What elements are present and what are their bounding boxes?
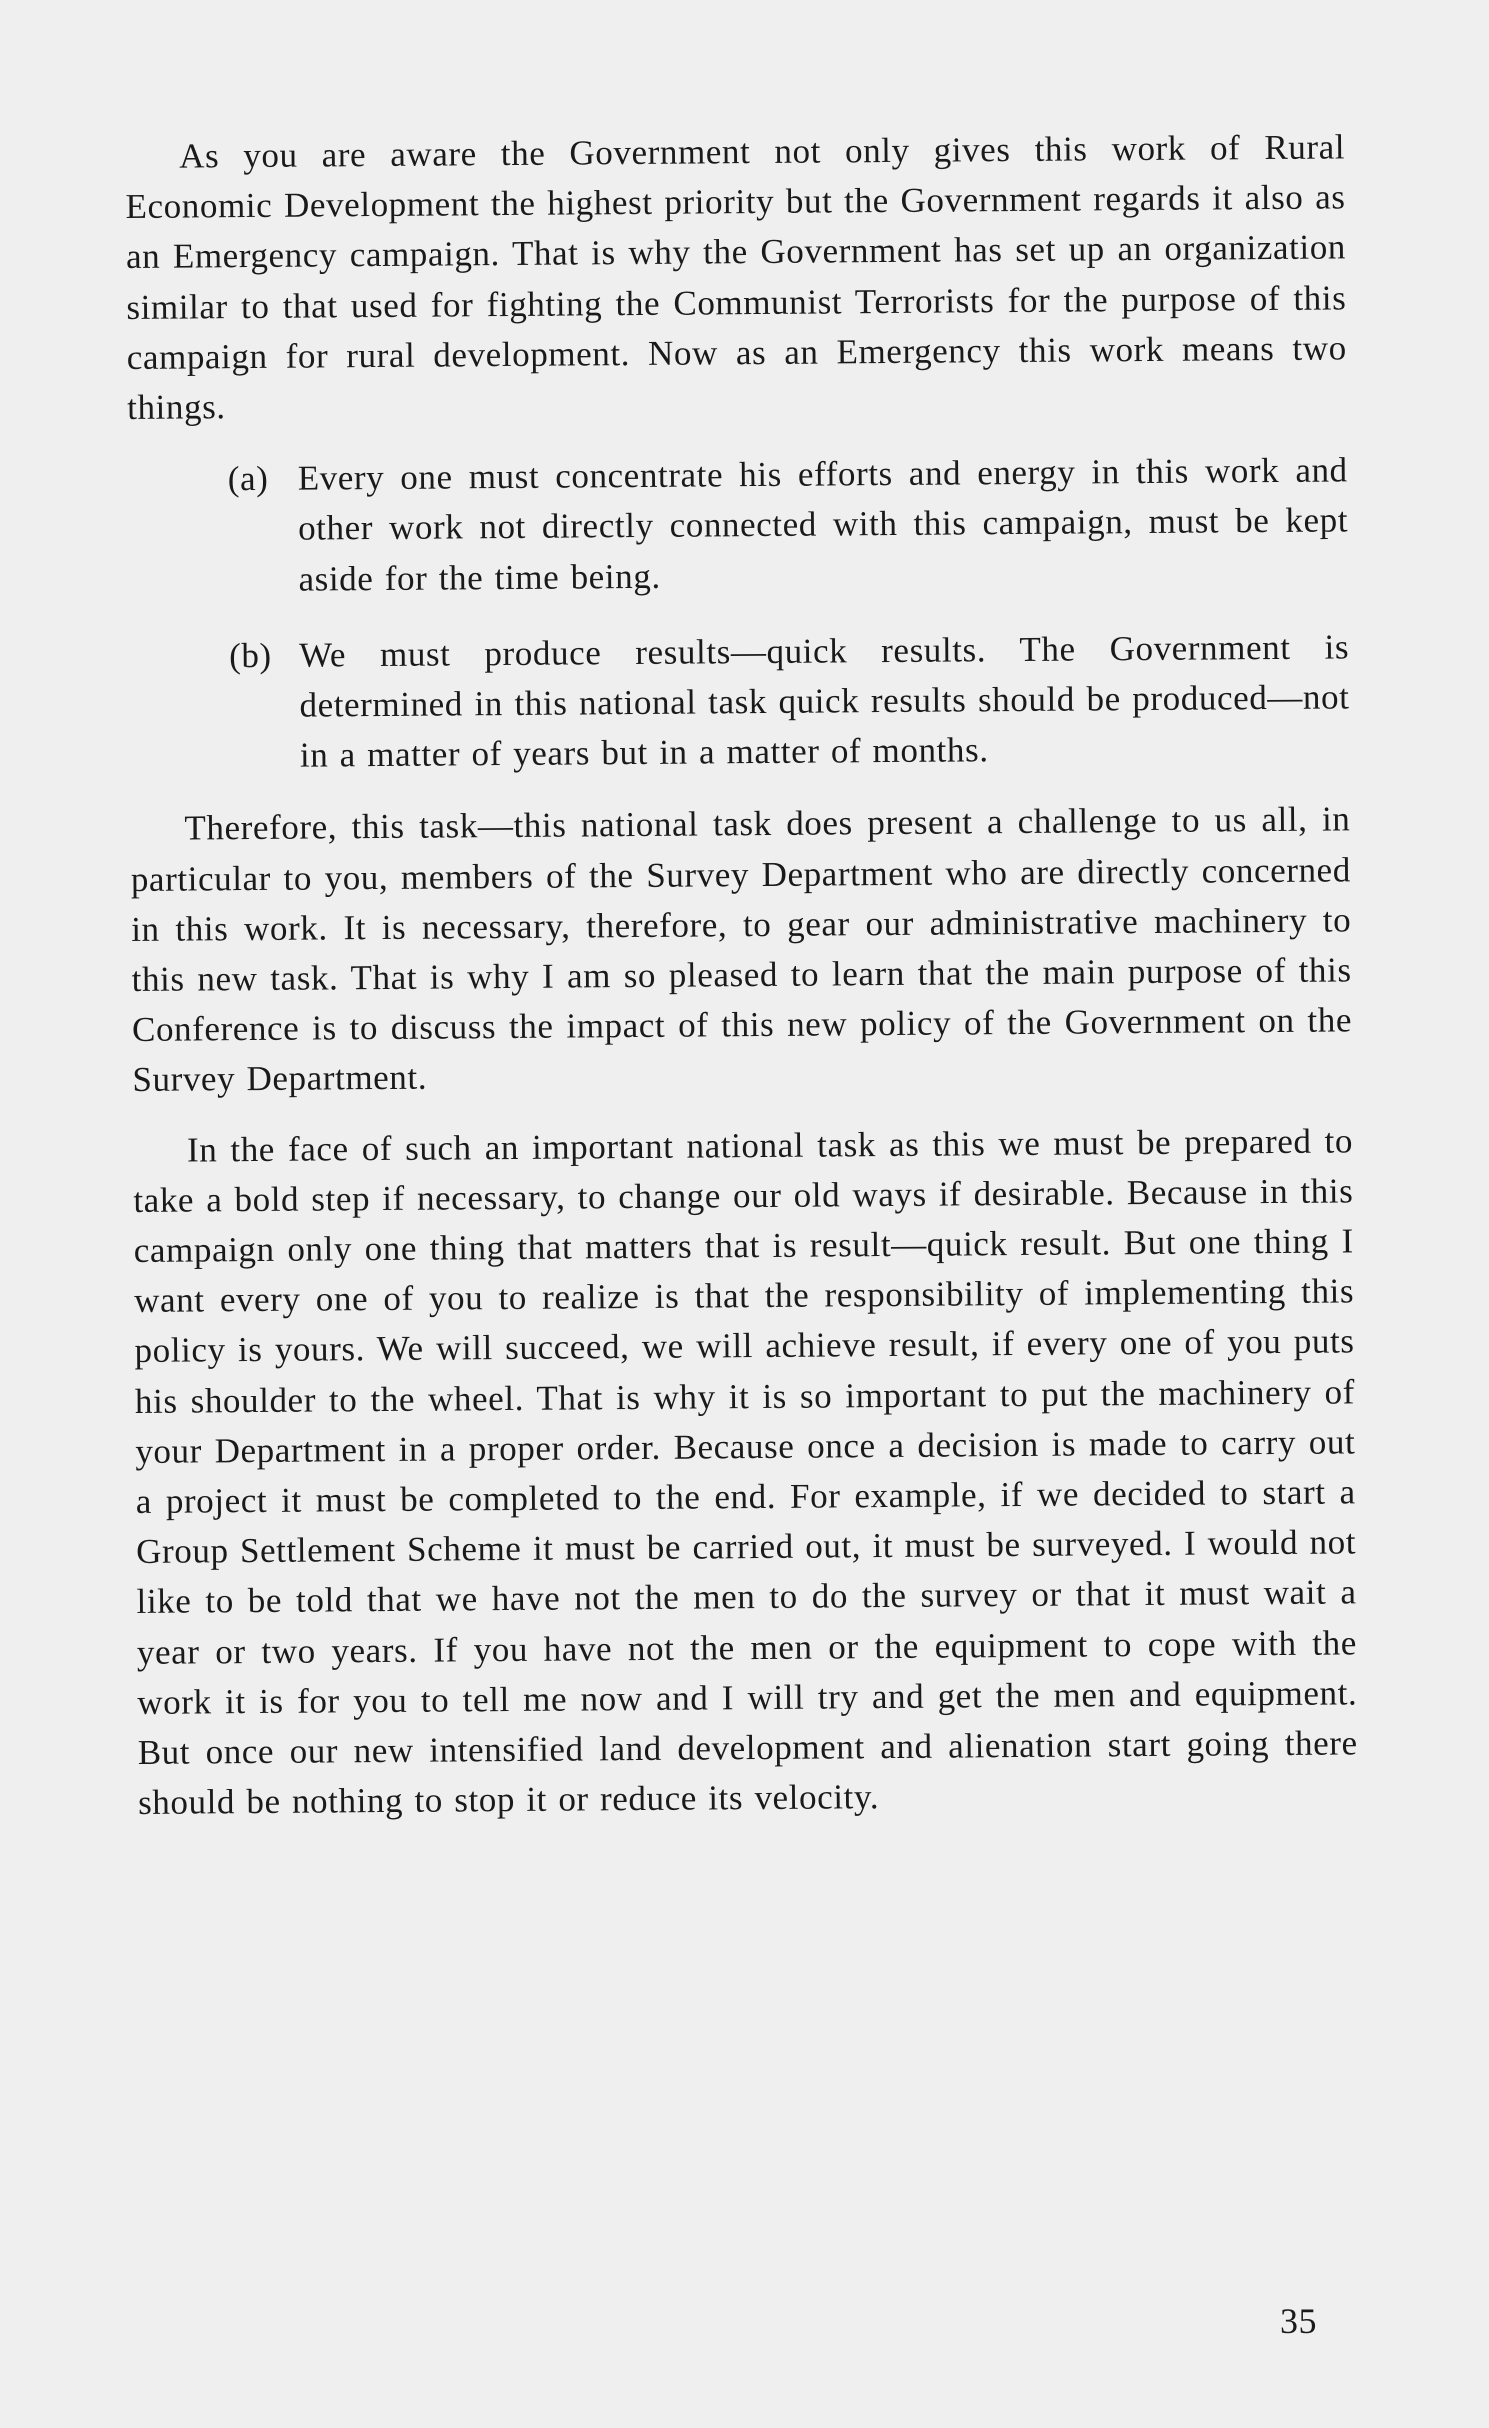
page-number: 35 <box>1280 2301 1317 2341</box>
body-text <box>125 122 1358 1828</box>
list-item-text: Every one must concentrate his efforts and energy in this work and other work not directly connected with this campaign, must be kept aside for the time being. <box>297 450 1349 599</box>
list-marker: (b) <box>228 635 272 676</box>
list-marker: (a) <box>227 459 269 499</box>
paragraph-national-task: In the face of such an important national task as this we must be prepared to take a bold step if necessary, to change our old ways if desirable. Because in this campaign only one thing that matters that is result—quick result. But one thing I want every one of you to realize is that the responsibility of implementing this policy is yours. We will succeed, we will achieve result, if every one of you puts his shoulder to the wheel. That is why it is so important to put the machinery of your Department in a proper order. Because once a decision is made to carry out a project it must be completed to the end. For example, if we decided to start a Group Settlement Scheme it must be carried out, it must be surveyed. I would not like to be told that we have not the men to do the survey or that it must wait a year or two years. If you have not the men or the equipment to cope with the work it is for you to tell me now and I will try and get the men and equipment. But once our new intensified land development and alienation start going there should be nothing to stop it or reduce its velocity. <box>133 1121 1358 1823</box>
paragraph-intro: As you are aware the Government not only gives this work of Rural Economic Development the highest priority but the Government regards it also as an Emergency campaign. That is why the Government has set up an organization similar to that used for fighting the Communist Terrorists for the purpose of this campaign for rural development. Now as an Emergency this work means two things. <box>125 127 1347 428</box>
paragraph-challenge: Therefore, this task—this national task does present a challenge to us all, in particular to you, members of the Survey Department who are directly concerned in this work. It is necessary, therefore, to gear our administrative machinery to this new task. That is why I am so pleased to learn that the main purpose of this Conference is to discuss the impact of this new policy of the Government on the Survey Department. <box>130 799 1353 1100</box>
list-item-text: We must produce results—quick results. The Government is determined in this national task quick results should be produced—not in a matter of years but in a matter of months. <box>298 627 1350 775</box>
list-item-b <box>129 622 1350 782</box>
list-item-a <box>128 446 1349 606</box>
enumerated-list <box>128 446 1351 783</box>
